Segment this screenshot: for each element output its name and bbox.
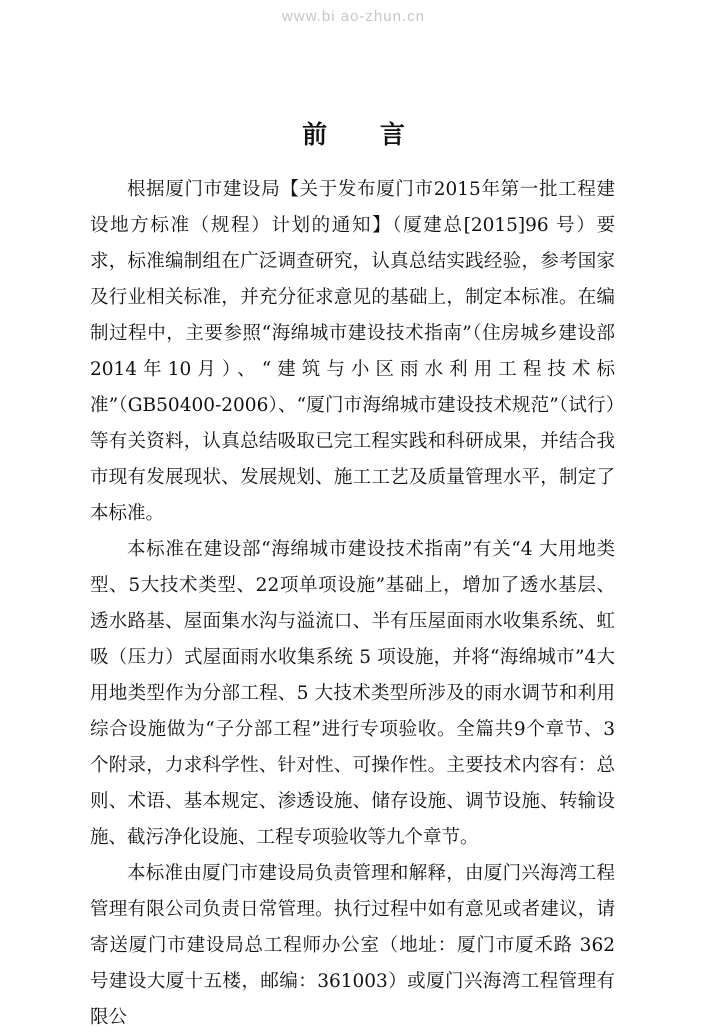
body-text [90,172,615,1036]
paragraph-1: 根据厦门市建设局【关于发布厦门市2015年第一批工程建设地方标准（规程）计划的通知】（厦建总[2015]96 号）要求，标准编制组在广泛调查研究，认真总结实践经验，参考国家及行业相关标准，并充分征求意见的基础上，制定本标准。在编制过程中，主要参照“海绵城市建设技术指南”（住房城乡建设部 2014年10月）、“建筑与小区雨水利用工程技术标准”（GB50400-2006）、“厦门市海绵城市建设技术规范”（试行）等有关资料，认真总结吸取已完工程实践和科研成果，并结合我市现有发展现状、发展规划、施工工艺及质量管理水平，制定了本标准。 [90,179,615,524]
paragraph-3: 本标准由厦门市建设局负责管理和解释，由厦门兴海湾工程管理有限公司负责日常管理。执行过程中如有意见或者建议，请寄送厦门市建设局总工程师办公室（地址：厦门市厦禾路 362 号建设大厦十五楼，邮编：361003）或厦门兴海湾工程管理有限公 [90,863,615,1028]
page-title: 前 言 [302,119,427,149]
paragraph-2: 本标准在建设部“海绵城市建设技术指南”有关“4 大用地类型、5大技术类型、22项单项设施”基础上，增加了透水基层、透水路基、屋面集水沟与溢流口、半有压屋面雨水收集系统、虹吸（压力）式屋面雨水收集系统 5 项设施，并将“海绵城市”4大用地类型作为分部工程、5 大技术类型所涉及的雨水调节和利用综合设施做为“子分部工程”进行专项验收。全篇共9个章节、3 个附录，力求科学性、针对性、可操作性。主要技术内容有：总则、术语、基本规定、渗透设施、储存设施、调节设施、转输设施、截污净化设施、工程专项验收等九个章节。 [90,539,615,848]
watermark: www.bi ao-zhun.cn [282,8,425,25]
